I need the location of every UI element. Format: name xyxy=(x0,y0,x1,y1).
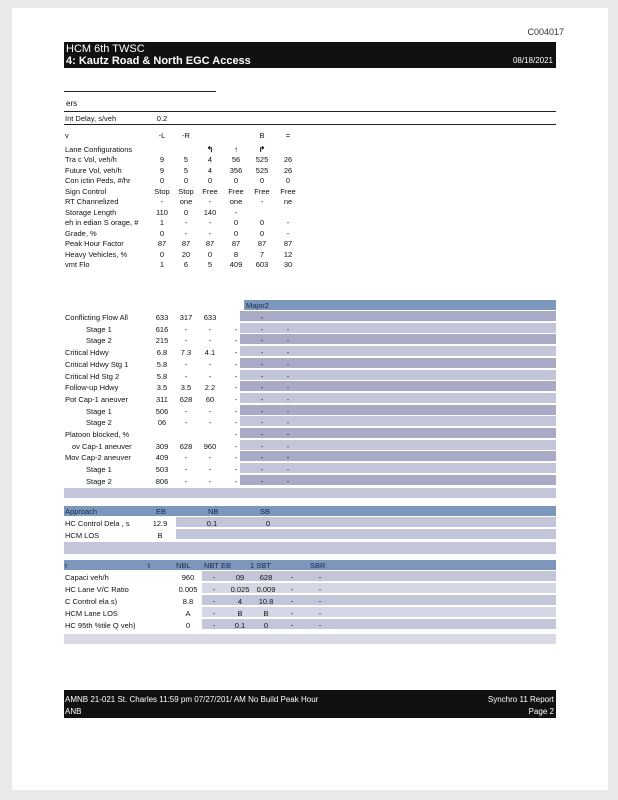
cell-value: 960 xyxy=(181,573,195,582)
cell-value: 525 xyxy=(255,165,269,175)
table-row xyxy=(64,312,556,322)
cell-value: 0 xyxy=(207,249,213,259)
cell-value: Stop xyxy=(178,186,194,196)
cell-value: - xyxy=(260,359,264,369)
cell-value: - xyxy=(260,476,264,486)
cell-value: - xyxy=(208,324,212,334)
cell-value: - xyxy=(260,313,264,322)
cell-value: - xyxy=(208,218,212,227)
cell-value: 09 xyxy=(235,573,245,582)
cell-value: 87 xyxy=(231,239,241,248)
row-label: Critical Hd Stg 2 xyxy=(65,371,120,381)
row-label: Follow-up Hdwy xyxy=(65,383,119,393)
row-label: ov Cap-1 aneuver xyxy=(72,441,132,451)
table-row xyxy=(64,476,556,486)
row-label: Stage 1 xyxy=(86,406,112,416)
cell-value: 4 xyxy=(207,155,213,164)
cell-value: - xyxy=(286,359,290,369)
cell-value: 140 xyxy=(203,207,217,217)
cell-value: 0 xyxy=(233,218,239,227)
row-label: vmt Flo xyxy=(65,260,90,269)
row-label: HC Lane V/C Ratio xyxy=(65,585,129,594)
cell-value: - xyxy=(184,418,188,428)
row-label: Stage 1 xyxy=(86,465,112,475)
cell-value: - xyxy=(212,573,216,582)
cell-value: - xyxy=(234,453,238,463)
cell-value: 4 xyxy=(207,165,213,175)
cell-value: 0 xyxy=(183,176,189,185)
row-band xyxy=(64,542,556,554)
nb-value: 0.1 xyxy=(206,519,218,528)
cell-value: 5 xyxy=(183,155,189,164)
cell-value: 0.005 xyxy=(178,585,198,594)
section2-table xyxy=(64,312,556,502)
table-row xyxy=(64,518,556,528)
cell-value: - xyxy=(234,359,238,369)
row-label: C Control ela s) xyxy=(65,597,118,606)
cell-value: - xyxy=(260,348,264,358)
cell-value: 0 xyxy=(185,621,191,630)
cell-value: - xyxy=(212,597,216,606)
report-footer xyxy=(64,690,556,718)
cell-value: - xyxy=(208,465,212,475)
cell-value: - xyxy=(286,476,290,486)
cell-value: - xyxy=(184,324,188,334)
divider xyxy=(64,91,216,92)
cell-value: - xyxy=(212,585,216,594)
cell-value: 603 xyxy=(255,260,269,269)
row-label: Peak Hour Factor xyxy=(65,239,124,248)
cell-value: - xyxy=(234,371,238,381)
mvmt-head: t xyxy=(148,561,151,570)
cell-value: - xyxy=(208,371,212,381)
cell-value: 6 xyxy=(183,260,189,269)
row-label: HCM Lane LOS xyxy=(65,609,118,618)
section2-head-major: Major2 xyxy=(246,301,269,310)
cell-value: - xyxy=(286,430,290,439)
table-row xyxy=(64,572,556,582)
cell-value: - xyxy=(286,453,290,463)
cell-value: - xyxy=(260,430,264,439)
row-label: Storage Length xyxy=(65,207,117,217)
cell-value: - xyxy=(160,197,164,206)
eb-value: B xyxy=(157,531,163,540)
cell-value: Free xyxy=(228,186,244,196)
cell-value: 5 xyxy=(183,165,189,175)
table-row xyxy=(64,144,556,154)
cell-value: 87 xyxy=(283,239,293,248)
table-row xyxy=(64,464,556,474)
cell-value: - xyxy=(286,465,290,475)
lane-head: r xyxy=(65,561,68,570)
cell-value: - xyxy=(286,394,290,404)
table-row xyxy=(64,347,556,357)
nbt-eb-head: NBT EB xyxy=(204,561,231,570)
cell-value: 3.5 xyxy=(180,383,192,393)
row-label: Sign Control xyxy=(65,186,107,196)
cell-value: - xyxy=(184,228,188,238)
row-label: Pot Cap-1 aneuver xyxy=(65,394,128,404)
cell-value: ne xyxy=(283,197,293,206)
cell-value: Stop xyxy=(154,186,170,196)
sb-value: 0 xyxy=(265,519,271,528)
cell-value: - xyxy=(286,406,290,416)
cell-value: - xyxy=(286,324,290,334)
row-label: eh in edian S orage, # xyxy=(65,218,139,227)
cell-value: - xyxy=(286,441,290,451)
cell-value: - xyxy=(208,359,212,369)
cell-value: 1 xyxy=(159,218,165,227)
table-row xyxy=(64,596,556,606)
cell-value: - xyxy=(318,585,322,594)
cell-value: 317 xyxy=(179,313,193,322)
cell-value: one xyxy=(179,197,193,206)
cell-value: ↱ xyxy=(258,144,266,154)
cell-value: 6.8 xyxy=(156,348,168,358)
table-row xyxy=(64,394,556,404)
cell-value: 628 xyxy=(259,573,273,582)
cell-value: 20 xyxy=(181,249,191,259)
int-delay-label: Int Delay, s/veh xyxy=(65,114,117,123)
row-label: Critical Hdwy xyxy=(65,348,109,358)
cell-value: - xyxy=(234,324,238,334)
cell-value: -R xyxy=(182,131,190,140)
cell-value: - xyxy=(234,394,238,404)
cell-value: 806 xyxy=(155,476,169,486)
cell-value: 9 xyxy=(159,155,165,164)
row-band xyxy=(64,488,556,498)
footer-scenario: ANB xyxy=(65,707,82,716)
cell-value: 628 xyxy=(179,441,193,451)
cell-value: 633 xyxy=(155,313,169,322)
table-row xyxy=(64,154,556,164)
cell-value: 5.8 xyxy=(156,371,168,381)
cell-value: 4 xyxy=(237,597,243,606)
cell-value: - xyxy=(260,371,264,381)
cell-value: - xyxy=(318,609,322,618)
cell-value: 7.3 xyxy=(180,348,192,358)
table-row xyxy=(64,371,556,381)
table-row xyxy=(64,207,556,217)
cell-value: 30 xyxy=(283,260,293,269)
row-label: Mov Cap-2 aneuver xyxy=(65,453,131,463)
cell-value: 409 xyxy=(155,453,169,463)
cell-value: 311 xyxy=(156,394,168,404)
cell-value: 110 xyxy=(156,207,168,217)
cell-value: 56 xyxy=(231,155,241,164)
cell-value: 409 xyxy=(229,260,243,269)
cell-value: - xyxy=(234,476,238,486)
cell-value: 960 xyxy=(203,441,217,451)
cell-value: 0 xyxy=(259,218,265,227)
cell-value: - xyxy=(208,406,212,416)
cell-value: 0.025 xyxy=(230,585,250,594)
table-row xyxy=(64,249,556,259)
cell-value: 309 xyxy=(155,441,169,451)
cell-value: - xyxy=(260,394,264,404)
row-label: RT Channelized xyxy=(65,197,119,206)
cell-value: - xyxy=(184,476,188,486)
cell-value: 1 xyxy=(159,260,165,269)
cell-value: - xyxy=(234,430,238,439)
cell-value: 525 xyxy=(255,155,269,164)
cell-value: 06 xyxy=(157,418,167,428)
row-label: Stage 1 xyxy=(86,324,112,334)
cell-value: - xyxy=(234,207,238,217)
cell-value: B xyxy=(237,609,243,618)
row-label: Stage 2 xyxy=(86,476,112,486)
table-row xyxy=(64,452,556,462)
table-row xyxy=(64,217,556,227)
cell-value: - xyxy=(286,383,290,393)
cell-value: - xyxy=(286,228,290,238)
cell-value: - xyxy=(260,406,264,416)
row-label: Future Vol, veh/h xyxy=(65,165,122,175)
cell-value: 26 xyxy=(283,165,293,175)
row-label: Stage 2 xyxy=(86,336,112,346)
cell-value: 0 xyxy=(207,176,213,185)
section4-header xyxy=(64,560,556,570)
nbl-head: NBL xyxy=(176,561,191,570)
cell-value: Free xyxy=(254,186,270,196)
nb-head: NB xyxy=(208,507,219,516)
table-row xyxy=(64,530,556,540)
cell-value: 356 xyxy=(229,165,243,175)
divider xyxy=(64,111,556,112)
cell-value: 3.5 xyxy=(156,383,168,393)
cell-value: - xyxy=(260,336,264,346)
cell-value: 628 xyxy=(179,394,193,404)
cell-value: B xyxy=(259,131,265,140)
cell-value: A xyxy=(185,609,191,618)
cell-value: - xyxy=(290,585,294,594)
cell-value: 0 xyxy=(259,228,265,238)
row-label: Tra c Vol, veh/h xyxy=(65,155,117,164)
table-row xyxy=(64,406,556,416)
cell-value: - xyxy=(184,359,188,369)
cell-value: = xyxy=(285,131,291,140)
cell-value: 0 xyxy=(159,228,165,238)
cell-value: 503 xyxy=(155,465,169,475)
cell-value: 633 xyxy=(203,313,217,322)
cell-value: 215 xyxy=(155,336,169,346)
section3-table xyxy=(64,518,556,558)
cell-value: 8.8 xyxy=(182,597,194,606)
int-delay-value: 0.2 xyxy=(156,114,168,123)
footer-software: Synchro 11 Report xyxy=(487,695,554,704)
cell-value: - xyxy=(184,465,188,475)
row-band xyxy=(64,634,556,644)
table-row xyxy=(64,228,556,238)
cell-value: - xyxy=(234,348,238,358)
cell-value: 10.8 xyxy=(258,597,274,606)
cell-value: 0.009 xyxy=(256,585,276,594)
cell-value: 0 xyxy=(159,249,165,259)
cell-value: 87 xyxy=(205,239,215,248)
cell-value: Free xyxy=(202,186,218,196)
table-row xyxy=(64,382,556,392)
cell-value: 0 xyxy=(159,176,165,185)
cell-value: 616 xyxy=(155,324,169,334)
cell-value: - xyxy=(290,573,294,582)
cell-value: 0 xyxy=(263,621,269,630)
cell-value: ↰ xyxy=(206,144,214,154)
section4-table xyxy=(64,572,556,632)
cell-value: - xyxy=(286,348,290,358)
cell-value: - xyxy=(184,218,188,227)
cell-value: - xyxy=(286,371,290,381)
report-date: 08/18/2021 xyxy=(512,56,553,65)
table-row xyxy=(64,175,556,185)
cell-value: - xyxy=(212,621,216,630)
row-label: v xyxy=(65,131,69,140)
cell-value: one xyxy=(229,197,243,206)
cell-value: - xyxy=(286,336,290,346)
sbt-head: 1 SBT xyxy=(250,561,271,570)
table-row xyxy=(64,324,556,334)
cell-value: - xyxy=(184,406,188,416)
table-row xyxy=(64,359,556,369)
cell-value: - xyxy=(260,465,264,475)
row-label: Grade, % xyxy=(65,228,97,238)
header-mask xyxy=(176,300,244,310)
cell-value: - xyxy=(234,418,238,428)
cell-value: - xyxy=(208,336,212,346)
cell-value: - xyxy=(260,418,264,428)
sbr-head: SBR xyxy=(310,561,326,570)
table-row xyxy=(64,441,556,451)
document-id: C004017 xyxy=(527,27,564,37)
divider xyxy=(64,124,556,125)
cell-value: - xyxy=(208,418,212,428)
cell-value: - xyxy=(234,465,238,475)
sb-head: SB xyxy=(260,507,271,516)
row-label: Critical Hdwy Stg 1 xyxy=(65,359,129,369)
table-row xyxy=(64,196,556,206)
report-header xyxy=(64,42,556,68)
table-row xyxy=(64,238,556,248)
cell-value: - xyxy=(290,621,294,630)
eb-value: 12.9 xyxy=(152,519,168,528)
cell-value: - xyxy=(290,597,294,606)
table-row xyxy=(64,620,556,630)
cell-value: 5 xyxy=(207,260,213,269)
eb-head: EB xyxy=(156,507,167,516)
row-label: Conflicting Flow All xyxy=(65,313,128,322)
row-label: Heavy Vehicles, % xyxy=(65,249,128,259)
table-row xyxy=(64,130,556,140)
intersection-name: 4: Kautz Road & North EGC Access xyxy=(66,55,251,67)
header-mask xyxy=(64,300,176,310)
table-row xyxy=(64,259,556,269)
cell-value: - xyxy=(260,441,264,451)
int-delay-row xyxy=(64,113,556,123)
table-row xyxy=(64,584,556,594)
cell-value: - xyxy=(234,441,238,451)
row-label: Platoon blocked, % xyxy=(65,430,130,439)
cell-value: 87 xyxy=(157,239,167,248)
row-label: HC 95th %tile Q veh) xyxy=(65,621,136,630)
footer-project: AMNB 21-021 St. Charles 11:59 pm 07/27/201/ AM No Build Peak Hour xyxy=(65,695,319,704)
cell-value: 0 xyxy=(233,228,239,238)
cell-value: - xyxy=(208,453,212,463)
cell-value: 0 xyxy=(285,176,291,185)
cell-value: - xyxy=(260,324,264,334)
cell-value: 26 xyxy=(283,155,293,164)
table-row xyxy=(64,417,556,427)
cell-value: - xyxy=(184,371,188,381)
cell-value: 0 xyxy=(259,176,265,185)
footer-page: Page 2 xyxy=(528,707,554,716)
cell-value: B xyxy=(263,609,269,618)
table-row xyxy=(64,608,556,618)
cell-value: - xyxy=(208,476,212,486)
cell-value: - xyxy=(208,228,212,238)
section1-table xyxy=(64,130,556,290)
cell-value: - xyxy=(318,573,322,582)
cell-value: 60 xyxy=(205,394,215,404)
cell-value: 506 xyxy=(155,406,169,416)
cell-value: - xyxy=(184,336,188,346)
cell-value: -L xyxy=(158,131,166,140)
cell-value: - xyxy=(260,383,264,393)
row-label: Lane Configurations xyxy=(65,144,133,154)
row-label: Con ictin Peds, #/hr xyxy=(65,176,131,185)
cell-value: 8 xyxy=(233,249,239,259)
row-label: HC Control Dela , s xyxy=(65,519,130,528)
cell-value: - xyxy=(260,197,264,206)
cell-value: 0.1 xyxy=(234,621,246,630)
report-title: HCM 6th TWSC xyxy=(66,43,145,55)
cell-value: - xyxy=(184,453,188,463)
cell-value: 9 xyxy=(159,165,165,175)
cell-value: - xyxy=(234,383,238,393)
cell-value: 4.1 xyxy=(204,348,216,358)
section3-header xyxy=(64,506,556,516)
cell-value: 5.8 xyxy=(156,359,168,369)
cell-value: - xyxy=(286,218,290,227)
cell-value: - xyxy=(234,336,238,346)
cell-value: - xyxy=(318,597,322,606)
cell-value: - xyxy=(212,609,216,618)
row-label: Stage 2 xyxy=(86,418,112,428)
cell-value: - xyxy=(234,406,238,416)
cell-value: 2.2 xyxy=(204,383,216,393)
cell-value: 12 xyxy=(283,249,293,259)
cell-value: ↑ xyxy=(234,144,238,154)
cell-value: - xyxy=(208,197,212,206)
cell-value: 87 xyxy=(257,239,267,248)
table-row xyxy=(64,335,556,345)
cell-value: 0 xyxy=(233,176,239,185)
cell-value: - xyxy=(286,418,290,428)
cell-value: 0 xyxy=(183,207,189,217)
table-row xyxy=(64,186,556,196)
row-label: Capaci veh/h xyxy=(65,573,109,582)
row-label: HCM LOS xyxy=(65,531,100,540)
cell-value: - xyxy=(290,609,294,618)
table-row xyxy=(64,429,556,439)
cell-value: - xyxy=(318,621,322,630)
approach-head: Approach xyxy=(65,507,98,516)
section1-heading: ers xyxy=(66,99,78,108)
cell-value: 7 xyxy=(259,249,265,259)
table-row xyxy=(64,165,556,175)
cell-value: 87 xyxy=(181,239,191,248)
cell-value: Free xyxy=(280,186,296,196)
cell-value: - xyxy=(260,453,264,463)
